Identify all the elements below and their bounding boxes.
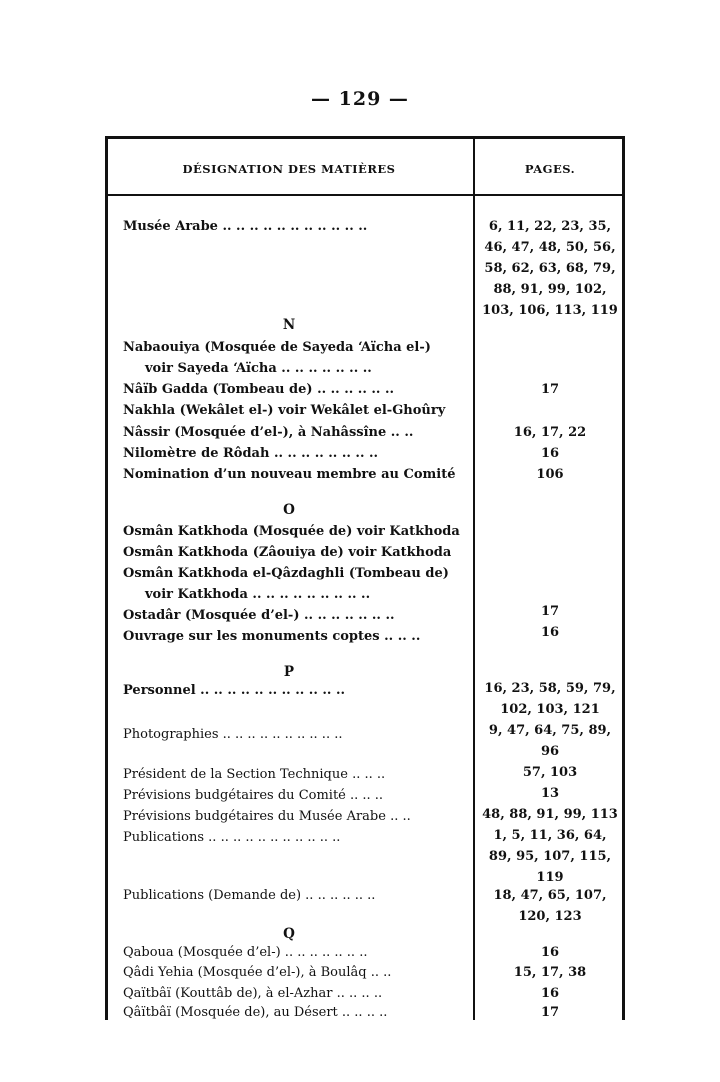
entry-pages: 16 bbox=[540, 986, 560, 1001]
entry-text: voir Katkhoda .. .. .. .. .. .. .. .. .. bbox=[145, 587, 371, 602]
entry-pages: 16, 23, 58, 59, 79, bbox=[484, 681, 616, 696]
entry-text: Photographies .. .. .. .. .. .. .. .. .. .. bbox=[123, 727, 343, 742]
entry-text: Qâïtbâï (Mosquée de), au Désert .. .. .. .. bbox=[123, 1005, 388, 1020]
index-table bbox=[105, 136, 625, 1020]
entry-text: Qaboua (Mosquée d’el-) .. .. .. .. .. .. .. bbox=[123, 945, 368, 960]
entry-pages: 17 bbox=[540, 382, 560, 397]
entry-pages: 103, 106, 113, 119 bbox=[482, 303, 618, 318]
entry-text: Osmân Katkhoda el-Qâzdaghli (Tombeau de) bbox=[123, 566, 449, 581]
entry-text: Prévisions budgétaires du Musée Arabe .. .. bbox=[123, 809, 411, 824]
entry-pages: 18, 47, 65, 107, bbox=[493, 888, 607, 903]
entry-pages: 48, 88, 91, 99, 113 bbox=[482, 807, 618, 822]
section-letter: N bbox=[282, 317, 296, 333]
entry-text: Qâdi Yehia (Mosquée d’el-), à Boulâq .. .. bbox=[123, 965, 392, 980]
entry-pages: 16, 17, 22 bbox=[513, 425, 587, 440]
entry-pages: 102, 103, 121 bbox=[500, 702, 600, 717]
entry-text: Nabaouiya (Mosquée de Sayeda ‘Aïcha el-) bbox=[123, 340, 431, 355]
section-letter: Q bbox=[283, 926, 295, 942]
entry-text: Osmân Katkhoda (Zâouiya de) voir Katkhoda bbox=[123, 545, 452, 560]
section-letter: P bbox=[283, 664, 295, 680]
entry-text: Président de la Section Technique .. .. .. bbox=[123, 767, 386, 782]
header-divider bbox=[105, 194, 625, 196]
entry-text: Personnel .. .. .. .. .. .. .. .. .. .. .. bbox=[123, 683, 346, 698]
entry-text: Publications (Demande de) .. .. .. .. .. .. bbox=[123, 888, 376, 903]
entry-pages: 120, 123 bbox=[518, 909, 582, 924]
entry-text: Nilomètre de Rôdah .. .. .. .. .. .. .. .. bbox=[123, 446, 379, 461]
entry-pages: 1, 5, 11, 36, 64, bbox=[493, 828, 607, 843]
entry-pages: 119 bbox=[536, 870, 564, 885]
entry-pages: 16 bbox=[540, 945, 560, 960]
entry-text: Nâïb Gadda (Tombeau de) .. .. .. .. .. .. bbox=[123, 382, 395, 397]
entry-text: Nomination d’un nouveau membre au Comité bbox=[123, 467, 456, 482]
entry-pages: 96 bbox=[540, 744, 560, 759]
entry-pages: 6, 11, 22, 23, 35, bbox=[488, 219, 612, 234]
section-letter: O bbox=[283, 502, 295, 518]
entry-text: Musée Arabe .. .. .. .. .. .. .. .. .. .. .. bbox=[123, 219, 368, 234]
entry-text: Ouvrage sur les monuments coptes .. .. .. bbox=[123, 629, 421, 644]
designation-header: DÉSIGNATION DES MATIÈRES bbox=[182, 162, 396, 176]
entry-pages: 15, 17, 38 bbox=[513, 965, 587, 980]
entry-text: Ostadâr (Mosquée d’el-) .. .. .. .. .. .. .. bbox=[123, 608, 395, 623]
entry-pages: 17 bbox=[540, 1005, 560, 1020]
page-number: — 129 — bbox=[311, 88, 409, 110]
entry-text: Nakhla (Wekâlet el-) voir Wekâlet el-Ghoûry bbox=[123, 403, 446, 418]
entry-text: Nâssir (Mosquée d’el-), à Nahâssîne .. .. bbox=[123, 425, 414, 440]
entry-pages: 16 bbox=[540, 446, 560, 461]
entry-pages: 89, 95, 107, 115, bbox=[488, 849, 612, 864]
entry-pages: 9, 47, 64, 75, 89, bbox=[488, 723, 612, 738]
entry-pages: 106 bbox=[536, 467, 564, 482]
table-border-top bbox=[105, 136, 625, 139]
entry-text: Osmân Katkhoda (Mosquée de) voir Katkhoda bbox=[123, 524, 460, 539]
entry-pages: 16 bbox=[540, 625, 560, 640]
entry-pages: 13 bbox=[540, 786, 560, 801]
entry-text: voir Sayeda ‘Aïcha .. .. .. .. .. .. .. bbox=[145, 361, 372, 376]
entry-text: Publications .. .. .. .. .. .. .. .. .. .. .. bbox=[123, 830, 341, 845]
entry-text: Qaïtbâï (Kouttâb de), à el-Azhar .. .. .. .. bbox=[123, 986, 383, 1001]
entry-pages: 88, 91, 99, 102, bbox=[493, 282, 607, 297]
entry-pages: 58, 62, 63, 68, 79, bbox=[484, 261, 616, 276]
entry-pages: 46, 47, 48, 50, 56, bbox=[484, 240, 616, 255]
pages-header: PAGES. bbox=[524, 162, 576, 176]
entry-pages: 17 bbox=[540, 604, 560, 619]
table-border-left bbox=[105, 136, 108, 1020]
entry-pages: 57, 103 bbox=[522, 765, 578, 780]
entry-text: Prévisions budgétaires du Comité .. .. .. bbox=[123, 788, 384, 803]
